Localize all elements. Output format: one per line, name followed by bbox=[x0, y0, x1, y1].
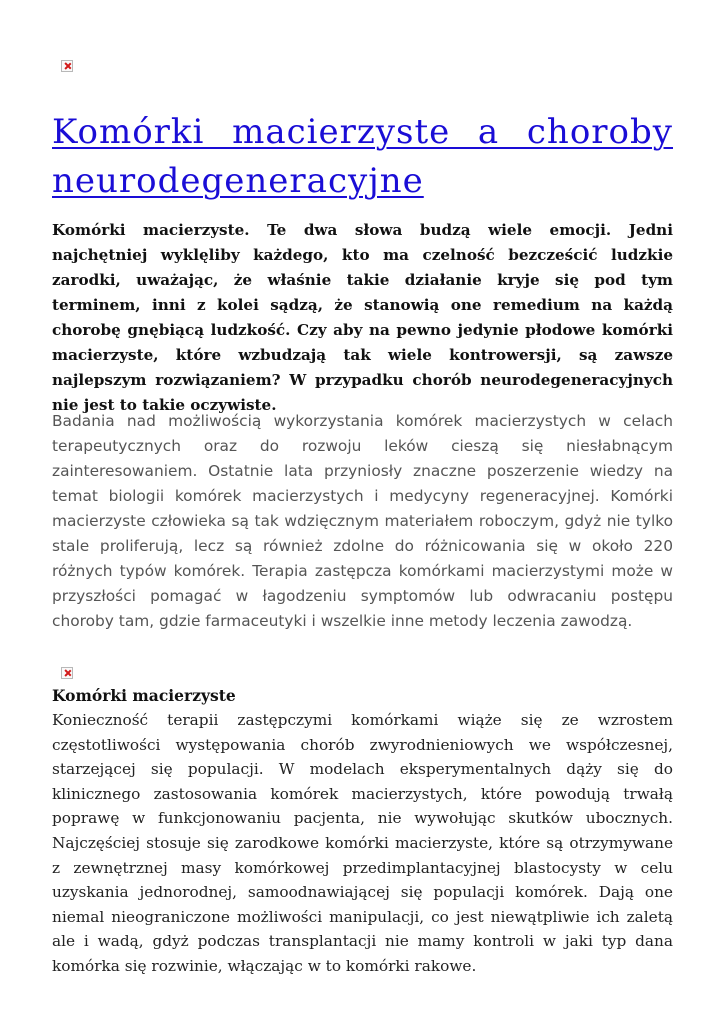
broken-image-icon bbox=[61, 60, 73, 72]
article-lead: Komórki macierzyste. Te dwa słowa budzą wiele emocji. Jedni najchętniej wyklęliby każdego, kto ma czelność bezcześcić ludzkie zarodki, uważając, że właśnie takie działanie kryje się pod tym terminem, inni z kolei sądzą, że stanowią one remedium na każdą chorobę gnębiącą ludzkość. Czy aby na pewno jedynie płodowe komórki macierzyste, które wzbudzają tak wiele kontrowersji, są zawsze najlepszym rozwiązaniem? W przypadku chorób neurodegeneracyjnych nie jest to takie oczywiste. bbox=[52, 221, 673, 414]
intro-paragraph: Badania nad możliwością wykorzystania komórek macierzystych w celach terapeutycznych oraz do rozwoju leków cieszą się niesłabnącym zainteresowaniem. Ostatnie lata przyniosły znaczne poszerzenie wiedzy na temat biologii komórek macierzystych i medycyny regeneracyjnej. Komórki macierzyste człowieka są tak wdzięcznym materiałem roboczym, gdyż nie tylko stale proliferują, lecz są również zdolne do różnicowania się w około 220 różnych typów komórek. Terapia zastępcza komórkami macierzystymi może w przyszłości pomagać w łagodzeniu symptomów lub odwracaniu postępu choroby tam, gdzie farmaceutyki i wszelkie inne metody leczenia zawodzą. bbox=[52, 412, 673, 630]
broken-image-icon bbox=[61, 667, 73, 679]
section-paragraph: Konieczność terapii zastępczymi komórkami wiąże się ze wzrostem częstotliwości występowania chorób zwyrodnieniowych we współczesnej, starzejącej się populacji. W modelach eksperymentalnych dąży się do klinicznego zastosowania komórek macierzystych, które powodują trwałą poprawę w funkcjonowaniu pacjenta, nie wywołując skutków ubocznych. Najczęściej stosuje się zarodkowe komórki macierzyste, które są otrzymywane z zewnętrznej masy komórkowej przedimplantacyjnej blastocysty w celu uzyskania jednorodnej, samoodnawiającej się populacji komórek. Dają one niemal nieograniczone możliwości manipulacji, co jest niewątpliwie ich zaletą ale i wadą, gdyż podczas transplantacji nie mamy kontroli w jaki typ dana komórka się rozwinie, włączając w to komórki rakowe. bbox=[52, 711, 673, 975]
article-title-link[interactable]: Komórki macierzyste a choroby neurodegeneracyjne bbox=[52, 112, 673, 201]
section-heading: Komórki macierzyste bbox=[52, 686, 236, 705]
article-title bbox=[52, 108, 673, 206]
